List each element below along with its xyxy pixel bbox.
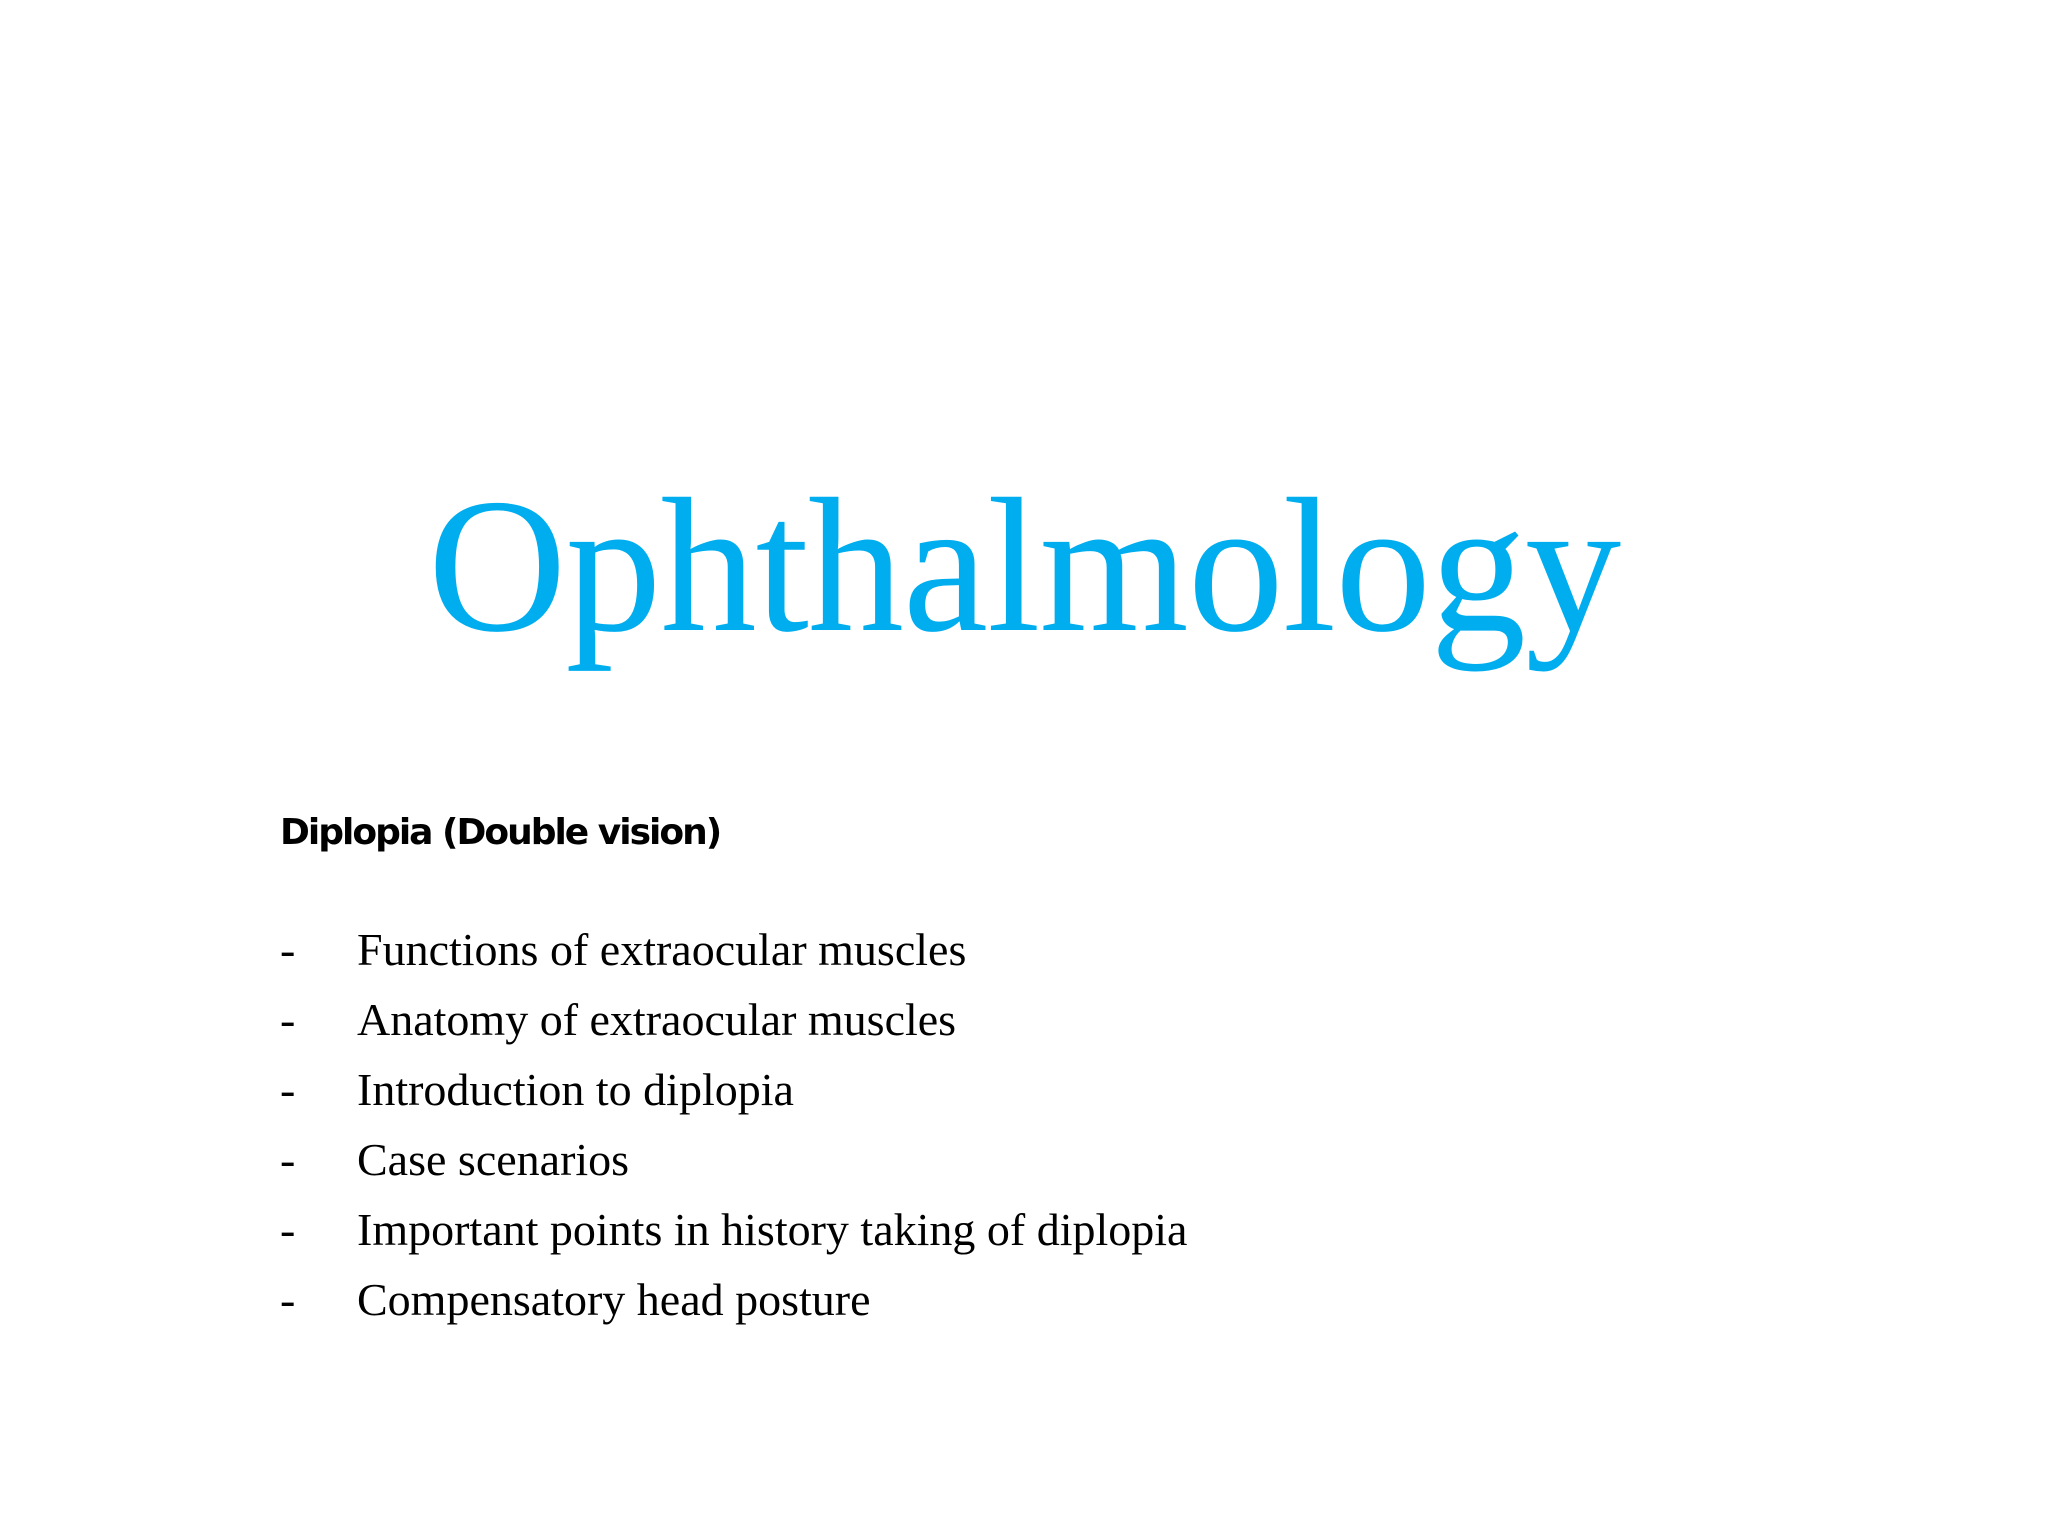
topic-label: Important points in history taking of diplopia <box>357 1204 1188 1255</box>
bullet-dash: - <box>280 1204 296 1255</box>
topic-list <box>280 915 1187 1335</box>
topic-label: Introduction to diplopia <box>357 1064 794 1115</box>
slide-title: Ophthalmology <box>427 459 1621 672</box>
topic-label: Functions of extraocular muscles <box>357 924 967 975</box>
topic-label: Case scenarios <box>357 1134 630 1185</box>
topic-label: Anatomy of extraocular muscles <box>357 994 957 1045</box>
bullet-dash: - <box>280 924 296 975</box>
bullet-dash: - <box>280 1274 296 1325</box>
topic-label: Compensatory head posture <box>357 1274 871 1325</box>
list-item <box>280 1125 1187 1195</box>
slide-subtitle: Diplopia (Double vision) <box>280 812 721 853</box>
list-item <box>280 985 1187 1055</box>
list-item <box>280 915 1187 985</box>
bullet-dash: - <box>280 994 296 1045</box>
list-item <box>280 1055 1187 1125</box>
bullet-dash: - <box>280 1064 296 1115</box>
list-item <box>280 1195 1187 1265</box>
bullet-dash: - <box>280 1134 296 1185</box>
list-item <box>280 1265 1187 1335</box>
